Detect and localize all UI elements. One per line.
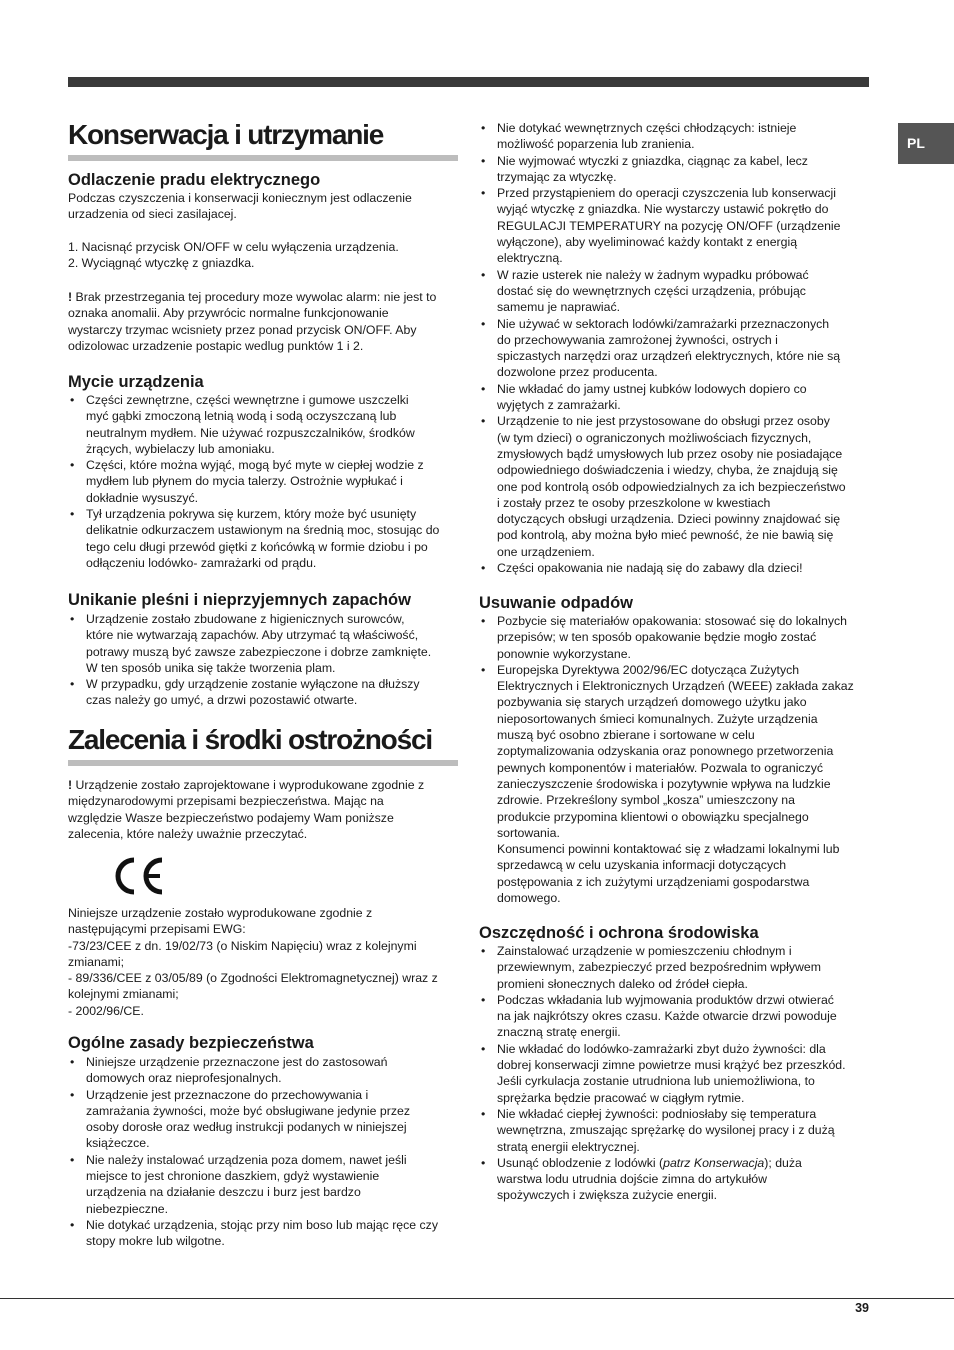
item-reference: patrz Konserwacja: [663, 1155, 765, 1170]
list-item: • Części, które można wyjąć, mogą być myte w ciepłej wodzie z mydłem lub płynem do mycia talerzy. Ostrożnie wypłukać i dokładnie wysuszyć.: [68, 457, 458, 506]
savings-list: [479, 943, 871, 1204]
disconnect-intro: Podczas czyszczenia i konserwacji koniecznym jest odlaczenie urzadzenia od sieci zasilajacej.: [68, 191, 412, 222]
list-item: • Pozbycie się materiałów opakowania: stosować się do lokalnych przepisów; w ten sposób opakowanie będzie mogło zostać ponownie wykorzystane.: [479, 613, 871, 662]
list-item: • Niniejsze urządzenie przeznaczone jest do zastosowań domowych oraz nieprofesjonalnych.: [68, 1054, 458, 1087]
item-text-pre: Usunąć oblodzenie z lodówki (: [497, 1155, 664, 1170]
bottom-rule: [0, 1298, 954, 1299]
top-rule: [68, 77, 869, 87]
list-item: • Nie wkładać ciepłej żywności: podniosłaby się temperatura wewnętrzna, zmuszając sprężarkę do wysilonej pracy i z dużą stratą energii elektrycznej.: [479, 1106, 871, 1155]
safety-list-continued: [479, 120, 871, 576]
list-item: • Urządzenie jest przeznaczone do przechowywania i zamrażania żywności, może być obsługiwane jedynie przez osoby dorosłe oraz według instrukcji podanych w niniejszej książeczce.: [68, 1087, 458, 1152]
list-item: • Nie należy instalować urządzenia poza domem, nawet jeśli miejsce to jest chronione daszkiem, gdyż wystawienie urządzenia na działanie deszczu i burz jest bardzo niebezpieczne.: [68, 1152, 458, 1217]
cleaning-list: [68, 392, 458, 571]
heading-waste: Usuwanie odpadów: [479, 594, 634, 612]
directives-text: Niniejsze urządzenie zostało wyprodukowane zgodnie z następującymi przepisami EWG: -73/23/CEE z dn. 19/02/73 (o Niskim Napięciu) wraz z kolejnymi zmianami; - 89/336/CEE z 03/05/89 (o Zgodności Elektromagnetycznej) wraz z kolejnymi zmianami; - 2002/96/CE.: [68, 906, 438, 1018]
list-item: • Urządzenie zostało zbudowane z higienicznych surowców, które nie wytwarzają zapachów. Aby utrzymać tą właściwość, potrawy muszą być zawsze zabezpieczone i dobrze zamknięte. W ten sposób unika się także tworzenia plam.: [68, 611, 458, 676]
heading-cleaning: Mycie urządzenia: [68, 373, 204, 391]
list-item: • Nie dotykać wewnętrznych części chłodzących: istnieje możliwość poparzenia lub zranienia.: [479, 120, 871, 153]
list-item: • Nie wyjmować wtyczki z gniazdka, ciągnąc za kabel, lecz trzymając za wtyczkę.: [479, 153, 871, 186]
disconnect-warning: [68, 289, 436, 354]
list-item: • Europejska Dyrektywa 2002/96/EC dotycząca Zużytych Elektrycznych i Elektronicznych Urządzeń (WEEE) zakłada zakaz pozbywania się starych urządzeń domowego użytku jako nieposortowanych śmieci komunalnych. Zużyte urządzenia muszą być osobno zbierane i sortowane w celu zoptymalizowania odzyskania oraz ponownego przetworzenia pewnych komponentów i materiałów. Pozwala to ograniczyć zanieczyszczenie środowiska i pozytywnie wpływa na ludzkie zdrowie. Przekreślony symbol „kosza” umieszczony na produkcie przypomina klientowi o obowiązku specjalnego sortowania. Konsumenci powinni kontaktować się z władzami lokalnymi lub sprzedawcą w celu uzyskania informacji dotyczących postępowania z ich zużytymi urządzeniami gospodarstwa domowego.: [479, 662, 871, 906]
intro-text: Urządzenie zostało zaprojektowane i wyprodukowane zgodnie z międzynarodowymi przepisami bezpieczeństwa. Mając na względzie Wasze bezpieczeństwo podajemy Wam poniższe zalecenia, które należy uważnie przeczytać.: [68, 778, 425, 841]
section-title-maintenance: Konserwacja i utrzymanie: [68, 119, 458, 161]
list-item: • Tył urządzenia pokrywa się kurzem, który może być usunięty delikatnie odkurzaczem ustawionym na średnią moc, stosując do tego celu długi przewód giętki z końcówką w formie dziobu i po odłączeniu lodówko- zamrażarki od prądu.: [68, 506, 458, 571]
intro-mark: !: [68, 778, 73, 792]
list-item: • Zainstalować urządzenie w pomieszczeniu chłodnym i przewiewnym, zabezpieczyć przed bezpośrednim wpływem promieni słonecznych daleko od źródeł ciepła.: [479, 943, 871, 992]
warning-text: Brak przestrzegania tej procedury moze wywolac alarm: nie jest to oznaka anomalii. Aby przywrócic normalne funkcjonowanie wystarczy trzymac wcisniety przez ponad przycisk ON/OFF. Aby odizolowac urzadzenie postapic wedlug punktów 1 i 2.: [68, 290, 437, 353]
item-text-post: ); duża warstwa lodu utrudnia dojście zimna do artykułów spożywczych i zwiększa zużycie energii.: [497, 1155, 802, 1203]
safety-intro: [68, 777, 424, 842]
list-item: • Części zewnętrzne, części wewnętrzne i gumowe uszczelki myć gąbki zmoczoną letnią wodą i sodą oczyszczaną lub neutralnym mydłem. Nie używać rozpuszczalników, środków żrących, wybielaczy lub amoniaku.: [68, 392, 458, 457]
warning-mark: !: [68, 290, 73, 304]
heading-savings: Oszczędność i ochrona środowiska: [479, 924, 759, 942]
list-item: • Nie wkładać do jamy ustnej kubków lodowych dopiero co wyjętych z zamrażarki.: [479, 381, 871, 414]
list-item: • Podczas wkładania lub wyjmowania produktów drzwi otwierać na jak najkrótszy okres czasu. Każde otwarcie drzwi powoduje znaczną stratę energii.: [479, 992, 871, 1041]
list-item: • W razie usterek nie należy w żadnym wypadku próbować dostać się do wewnętrznych części urządzenia, próbując samemu je naprawiać.: [479, 267, 871, 316]
heading-mold: Unikanie pleśni i nieprzyjemnych zapachów: [68, 591, 411, 609]
language-tab: PL: [898, 123, 954, 164]
mold-list: [68, 611, 458, 709]
list-item: • Urządzenie to nie jest przystosowane do obsługi przez osoby (w tym dzieci) o ograniczonych możliwościach fizycznych, zmysłowych bądź umysłowych lub przez osoby nie posiadające odpowiedniego doświadczenia i wiedzy, chyba, że znajdują się one pod kontrolą osób odpowiedzialnych za ich bezpieczeństwo i zostały przez te osoby przeszkolone w kwestiach dotyczących obsługi urządzenia. Dzieci powinny znajdować się pod kontrolą, aby można było mieć pewność, że nie bawią się one urządzeniem.: [479, 413, 871, 560]
heading-general-safety: Ogólne zasady bezpieczeństwa: [68, 1034, 314, 1052]
list-item: • Części opakowania nie nadają się do zabawy dla dzieci!: [479, 560, 871, 576]
list-item: • Nie wkładać do lodówko-zamrażarki zbyt dużo żywności: dla dobrej konserwacji zimne powietrze musi krążyć bez przeszkód. Jeśli cyrkulacja zostanie utrudniona lub uniemożliwiona, to sprężarka będzie pracować w ciągłym rytmie.: [479, 1041, 871, 1106]
section-title-safety: Zalecenia i środki ostrożności: [68, 724, 458, 766]
list-item: • Nie używać w sektorach lodówki/zamrażarki przeznaczonych do przechowywania zamrożonej żywności, ostrych i spiczastych narzędzi oraz urządzeń elektrycznych, które nie są dozwolone przez producenta.: [479, 316, 871, 381]
list-item: • Nie dotykać urządzenia, stojąc przy nim boso lub mając ręce czy stopy mokre lub wilgotne.: [68, 1217, 458, 1250]
waste-list: [479, 613, 871, 906]
heading-disconnect: Odlaczenie pradu elektrycznego: [68, 171, 321, 189]
page-number: 39: [855, 1301, 869, 1315]
list-item: [479, 1155, 871, 1204]
disconnect-steps: 1. Nacisnąć przycisk ON/OFF w celu wyłączenia urządzenia. 2. Wyciągnąć wtyczkę z gniazdka.: [68, 240, 399, 271]
list-item: • W przypadku, gdy urządzenie zostanie wyłączone na dłuższy czas należy go umyć, a drzwi pozostawić otwarte.: [68, 676, 458, 709]
general-safety-list: [68, 1054, 458, 1250]
ce-mark-icon: [112, 848, 232, 904]
list-item: • Przed przystąpieniem do operacji czyszczenia lub konserwacji wyjąć wtyczkę z gniazdka. Nie wystarczy ustawić pokrętło do REGULACJI TEMPERATURY na pozycję ON/OFF (urządzenie wyłączone), aby wyeliminować każdy kontakt z energią elektryczną.: [479, 185, 871, 266]
ce-weee-symbols: [112, 848, 232, 904]
